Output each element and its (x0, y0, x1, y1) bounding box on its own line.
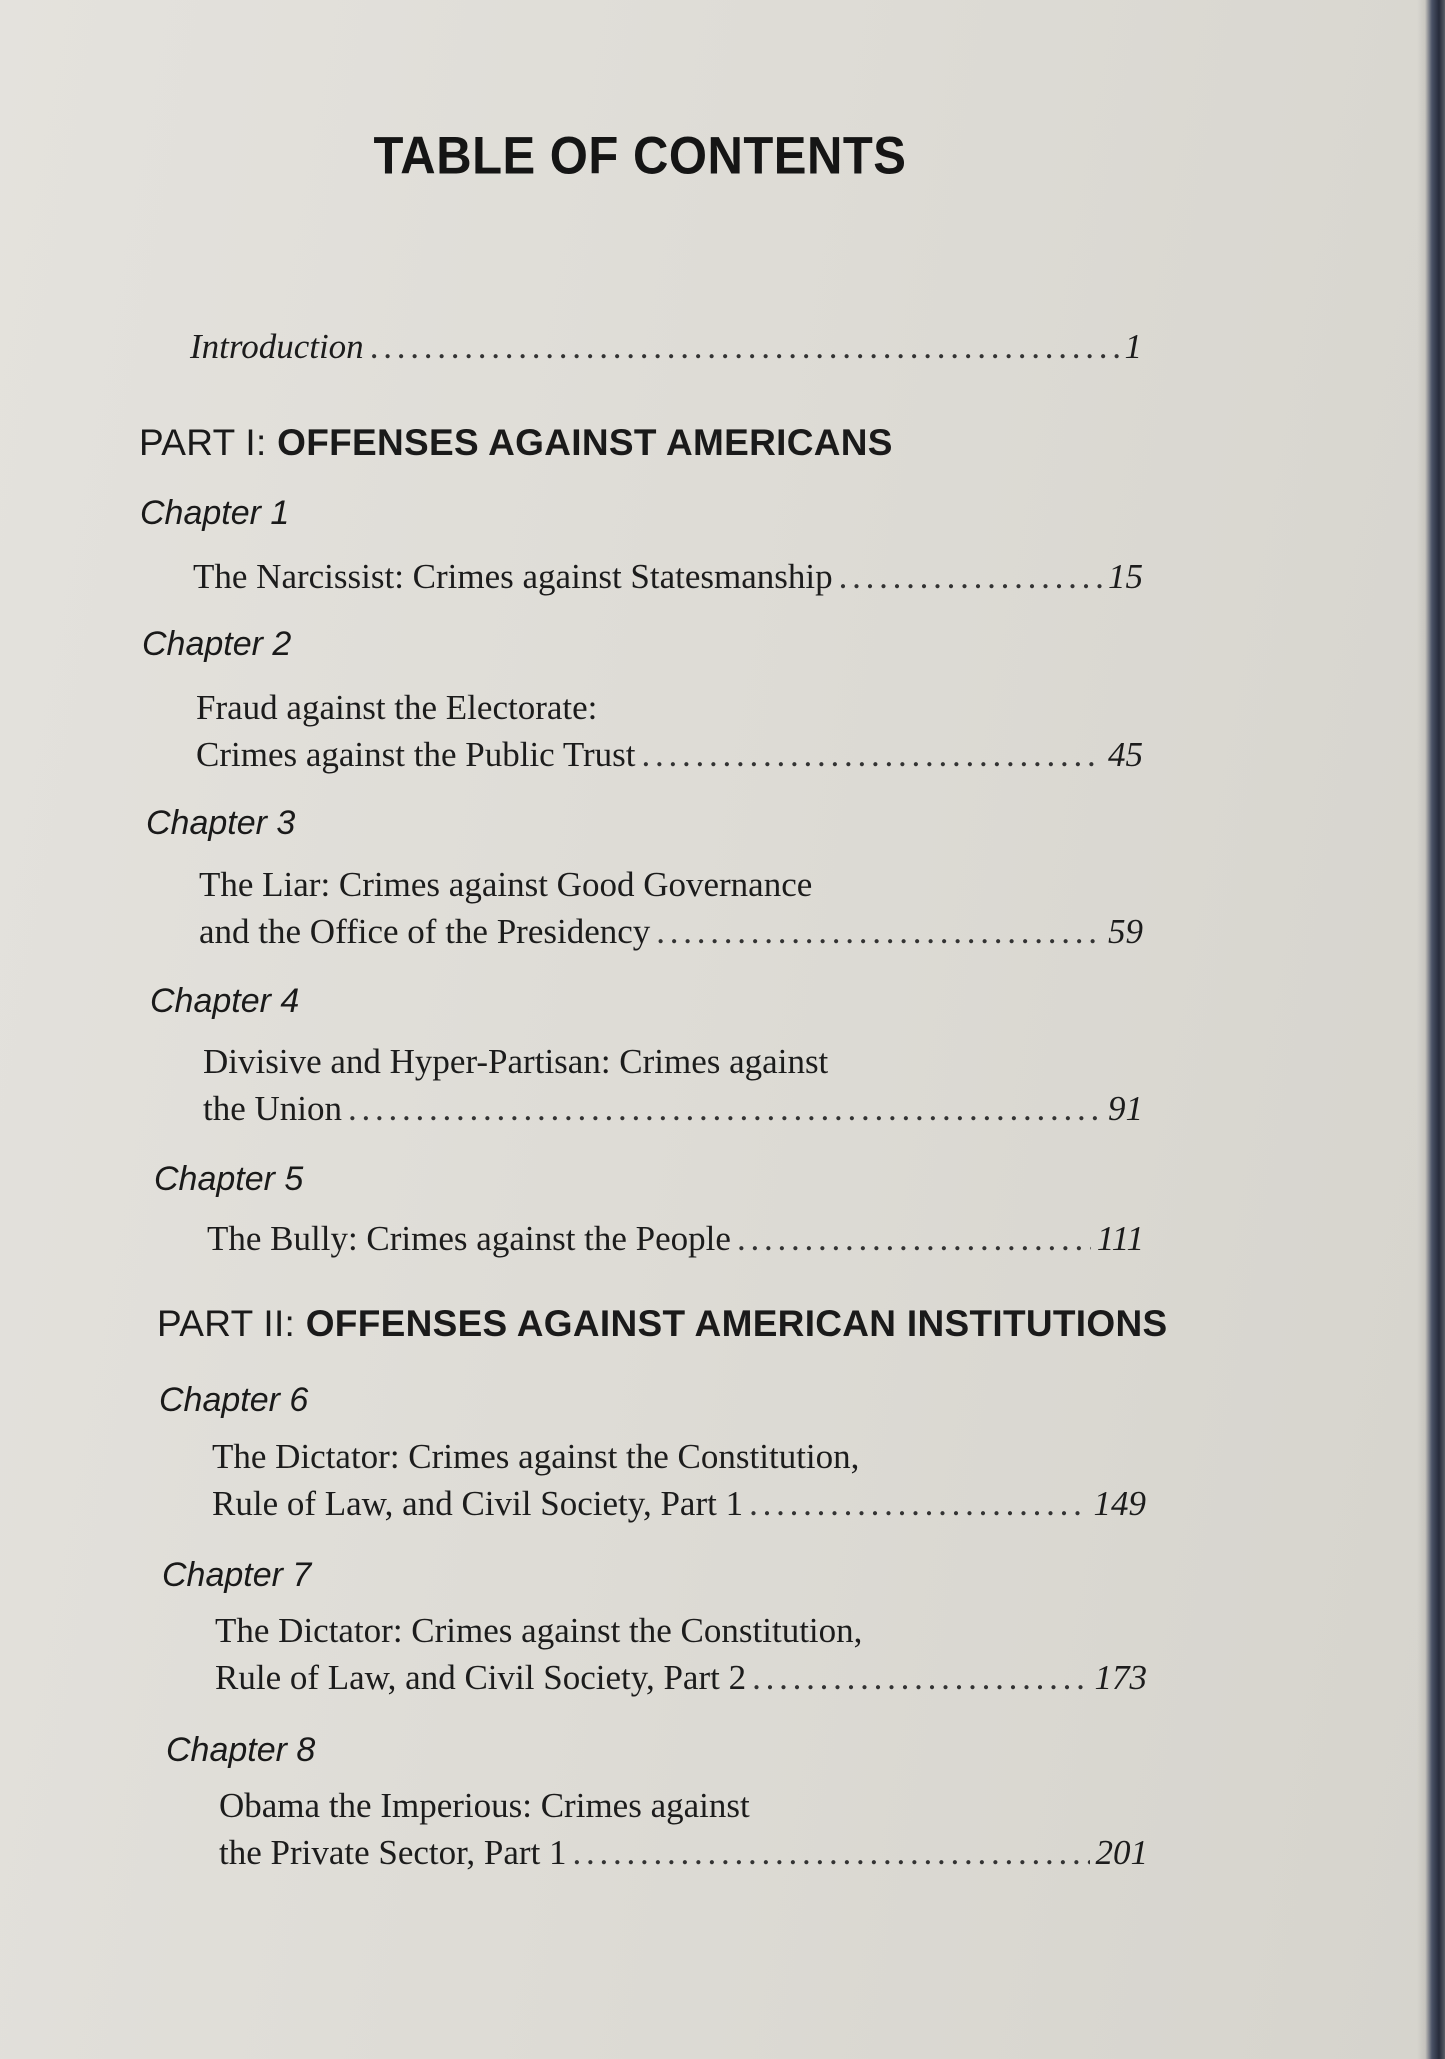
entry-title: The Bully: Crimes against the People (207, 1219, 731, 1258)
page-number: 111 (1096, 1219, 1144, 1258)
page-number: 91 (1108, 1089, 1143, 1128)
entry-title-line-1: The Dictator: Crimes against the Constitution, (215, 1611, 863, 1650)
page-number: 149 (1093, 1484, 1146, 1523)
entry-title: The Narcissist: Crimes against Statesmanship (193, 557, 833, 596)
entry-title-line-1: Fraud against the Electorate: (196, 688, 598, 727)
page-edge-shadow (1417, 0, 1425, 2059)
toc-entry-chapter-6 (212, 1433, 1146, 1527)
dot-leader (573, 1829, 1090, 1876)
page-number: 45 (1108, 735, 1143, 774)
dot-leader (348, 1085, 1102, 1132)
page-number: 59 (1108, 912, 1143, 951)
part-prefix: PART I: (139, 422, 267, 463)
part-prefix: PART II: (157, 1303, 296, 1344)
dot-leader (752, 1654, 1088, 1701)
dot-leader (370, 323, 1119, 370)
part-name: OFFENSES AGAINST AMERICAN INSTITUTIONS (305, 1303, 1168, 1344)
part-name: OFFENSES AGAINST AMERICANS (277, 422, 893, 463)
entry-title-line-2: Rule of Law, and Civil Society, Part 2 (215, 1658, 747, 1697)
page-number: 15 (1108, 557, 1143, 596)
dot-leader (641, 731, 1102, 778)
toc-entry-chapter-2 (196, 684, 1143, 778)
page-title: TABLE OF CONTENTS (373, 126, 907, 186)
chapter-label: Chapter 1 (140, 494, 290, 532)
part-heading-1 (139, 422, 893, 464)
entry-title-line-1: The Dictator: Crimes against the Constitution, (212, 1437, 860, 1476)
entry-title-line-2: the Union (203, 1089, 343, 1128)
entry-title-line-2: the Private Sector, Part 1 (219, 1833, 567, 1872)
dot-leader (656, 908, 1102, 955)
entry-title-line-2: and the Office of the Presidency (199, 912, 651, 951)
chapter-label: Chapter 4 (150, 982, 300, 1020)
book-cover-edge (1425, 0, 1445, 2059)
entry-title-line-1: The Liar: Crimes against Good Governance (199, 865, 813, 904)
entry-title-line-2: Rule of Law, and Civil Society, Part 1 (212, 1484, 744, 1523)
chapter-label: Chapter 3 (146, 804, 296, 842)
toc-entry-chapter-5 (207, 1215, 1144, 1262)
dot-leader (749, 1480, 1087, 1527)
chapter-label: Chapter 6 (159, 1381, 309, 1419)
chapter-label: Chapter 7 (162, 1556, 312, 1594)
part-heading-2 (157, 1303, 1167, 1345)
entry-title-line-1: Obama the Imperious: Crimes against (219, 1786, 750, 1825)
toc-entry-chapter-8 (219, 1782, 1148, 1876)
toc-entry-chapter-7 (215, 1607, 1147, 1701)
page-number: 1 (1124, 327, 1142, 366)
page-number: 173 (1094, 1658, 1147, 1697)
chapter-label: Chapter 8 (166, 1731, 316, 1769)
entry-title: Introduction (190, 327, 364, 366)
toc-entry-chapter-3 (199, 861, 1143, 955)
chapter-label: Chapter 2 (142, 625, 292, 663)
toc-entry-chapter-1 (193, 553, 1143, 600)
entry-title-line-1: Divisive and Hyper-Partisan: Crimes against (203, 1042, 829, 1081)
toc-entry-introduction (190, 323, 1142, 370)
entry-title-line-2: Crimes against the Public Trust (196, 735, 636, 774)
chapter-label: Chapter 5 (154, 1160, 304, 1198)
page-number: 201 (1095, 1833, 1148, 1872)
toc-entry-chapter-4 (203, 1038, 1143, 1132)
dot-leader (737, 1215, 1091, 1262)
dot-leader (839, 553, 1102, 600)
